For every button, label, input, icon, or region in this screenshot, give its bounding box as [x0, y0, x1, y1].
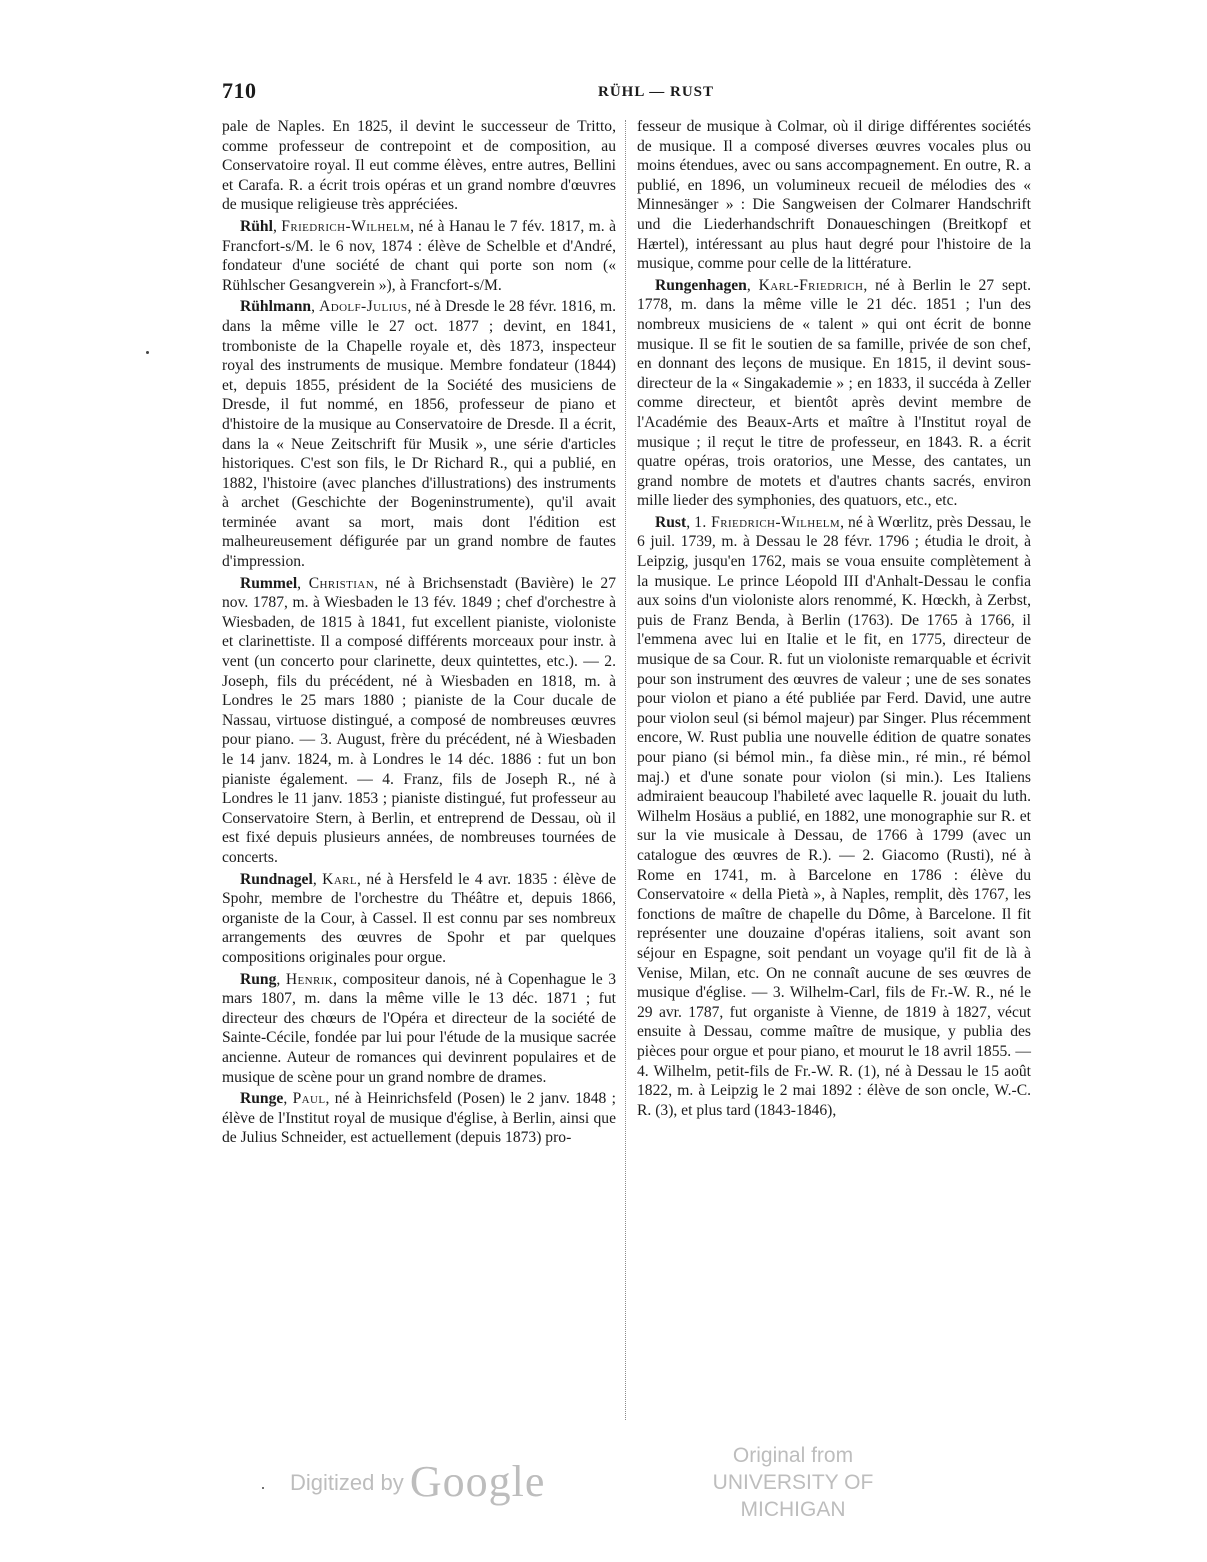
entry-headword: Rühlmann	[240, 298, 312, 316]
right-column	[637, 117, 1031, 1120]
entry-given-name: 1. Friedrich-Wilhelm	[694, 513, 841, 531]
dictionary-entry: Rundnagel, Karl, né à Hersfeld le 4 avr. 1835 : élève de Spohr, membre de l'orchestre du Théâtre et, depuis 1866, organiste de la Cour, à Cassel. Il est connu par ses nombreux arrangements des œuvres de Spohr et par quelques compositions originales pour orgue.	[222, 870, 616, 966]
entry-text: , né à Wœrlitz, près Dessau, le 6 juil. 1739, m. à Dessau le 28 févr. 1796 ; étudia le droit, à Leipzig, jusqu'en 1762, mais se voua ensuite complètement à la musique. Le prince Léopold III d'Anhalt-Dessau le confia aux soins d'un violoniste alors renommé, K. Hœckh, à Zerbst, puis de Franz Benda, à Berlin (1763). De 1765 à 1766, il l'emmena avec lui en Italie et le fit, en 1775, directeur de musique de sa Cour. R. fut un violoniste remarquable et écrivit pour son instrument des œuvres de valeur ; une de ses sonates pour violon et piano a été publiée par Ferd. David, une autre pour violon seul (si bémol majeur) par Singer. Plus récemment encore, W. Rust publia une nouvelle édition de quatre sonates pour piano (si bémol min., fa dièse min., ré min., ré bémol maj.) et d'une sonate pour violon (si min.). Les Italiens admiraient beaucoup l'habileté avec laquelle R. jouait du luth. Wilhelm Hosäus a publié, en 1882, une monographie sur R. et sur la vie musicale à Dessau, de 1766 à 1799 (avec un catalogue des œuvres de R.). — 2. Giacomo (Rusti), né à Rome en 1741, m. à Barcelone en 1786 : élève du Conservatoire « della Pietà », à Naples, remplit, dès 1767, les fonctions de maître de chapelle du Dôme, à Barcelone. Il fit représenter une douzaine d'opéras italiens, soit avant son séjour en Espagne, soit pendant un voyage qu'il fit de là à Venise, Milan, etc. On ne connaît aucune de ses œuvres de musique d'église. — 3. Wilhelm-Carl, fils de Fr.-W. R., né le 29 avr. 1787, fut organiste à Vienne, de 1819 à 1827, vécut ensuite à Dessau, comme maître de musique, y publia des pièces pour orgue et pour piano, et mourut le 18 avril 1855. — 4. Wilhelm, petit-fils de Fr.-W. R. (1), né à Dessau le 15 août 1822, m. à Leipzig le 2 mai 1892 : élève de son oncle, W.-C. R. (3), et plus tard (1843-1846),	[637, 513, 1032, 1119]
entry-headword: Rummel	[240, 574, 298, 592]
dictionary-entry: Rummel, Christian, né à Brichsenstadt (Bavière) le 27 nov. 1787, m. à Wiesbaden le 13 fév. 1849 ; chef d'orchestre à Wiesbaden, de 1815 à 1841, fut excellent pianiste, violoniste et clarinettiste. Il a composé différents morceaux pour instr. à vent (un concerto pour clarinette, deux quintettes, etc.). — 2. Joseph, fils du précédent, né à Wiesbaden en 1818, m. à Londres le 25 mars 1880 ; pianiste de la Cour ducale de Nassau, virtuose distingué, a composé de nombreuses œuvres pour piano. — 3. August, frère du précédent, né à Wiesbaden le 14 janv. 1824, m. à Londres le 14 déc. 1886 : fut un bon pianiste également. — 4. Franz, fils de Joseph R., né à Londres le 11 janv. 1853 ; pianiste distingué, fut professeur au Conservatoire Stern, à Berlin, et entreprend de Dessau, où il est fixé depuis plusieurs années, de nombreuses tournées de concerts.	[222, 574, 617, 866]
entry-text: , né à Heinrichsfeld (Posen) le 2 janv. 1848 ; élève de l'Institut royal de musique d'église, à Berlin, ainsi que de Julius Schneider, est actuellement (depuis 1873) pro-	[222, 1090, 617, 1147]
entry-text: fesseur de musique à Colmar, où il dirige différentes sociétés de musique. Il a composé diverses œuvres vocales plus ou moins étendues, avec ou sans accompagnement. En outre, R. a publié, en 1896, un volumineux recueil de mélodies des « Minnesänger » : Die Sangweisen der Colmarer Handschrift und die Liederhandschrift Donaueschingen (Breitkopf et Hærtel), intéressant au plus haut degré pour l'histoire de la musique, comme pour celle de la littérature.	[637, 118, 1031, 273]
entry-given-name: Paul	[292, 1090, 326, 1108]
dictionary-entry: Rühlmann, Adolf-Julius, né à Dresde le 28 févr. 1816, m. dans la même ville le 27 oct. 1877 ; devint, en 1841, tromboniste de la Chapelle royale et, dès 1873, inspecteur royal des instruments de musique. Membre fondateur (1844) et, depuis 1855, président de la Société des musiciens de Dresde, il fut nommé, en 1856, professeur de piano et d'histoire de la musique au Conservatoire de Dresde. Il a écrit, dans la « Neue Zeitschrift für Musik », une série d'articles historiques. C'est son fils, le Dr Richard R., qui a publié, en 1882, l'histoire (avec planches d'illustrations) des instruments à archet (Geschichte der Bogeninstrumente), qu'il avait terminée avant sa mort, mais dont l'édition est malheureusement défigurée par un grand nombre de fautes d'impression.	[222, 298, 616, 571]
entry-given-name: Christian	[308, 574, 375, 592]
dictionary-entry: Rung, Henrik, compositeur danois, né à Copenhague le 3 mars 1807, m. dans la même ville le 13 déc. 1871 ; fut directeur des chœurs de l'Opéra et directeur de la société de Sainte-Cécile, fondée par lui pour l'étude de la musique sacrée ancienne. Auteur de romances qui devinrent populaires et de musique de scène pour un grand nombre de drames.	[222, 970, 616, 1086]
entry-text: , né à Hersfeld le 4 avr. 1835 : élève de Spohr, membre de l'orchestre du Théâtre et, depuis 1866, organiste de la Cour, à Cassel. Il est connu par ses nombreux arrangements des œuvres de Spohr et par quelques compositions originales pour orgue.	[222, 870, 616, 966]
entry-given-name: Adolf-Julius	[319, 298, 408, 316]
dictionary-entry: Rühl, Friedrich-Wilhelm, né à Hanau le 7 fév. 1817, m. à Francfort-s/M. le 6 nov, 1874 : élève de Schelble et d'André, fondateur d'une société de chant qui porte son nom (« Rühlscher Gesangverein »), à Francfort-s/M.	[222, 217, 617, 294]
library-watermark	[668, 1442, 918, 1523]
entry-text: , compositeur danois, né à Copenhague le 3 mars 1807, m. dans la même ville le 13 déc. 1871 ; fut directeur des chœurs de l'Opéra et directeur de la société de Sainte-Cécile, fondée par lui pour l'étude de la musique sacrée ancienne. Auteur de romances qui devinrent populaires et de musique de scène pour un grand nombre de drames.	[222, 970, 616, 1086]
entry-text: , né à Dresde le 28 févr. 1816, m. dans la même ville le 27 oct. 1877 ; devint, en 1841, tromboniste de la Chapelle royale et, dès 1873, inspecteur royal des instruments de musique. Membre fondateur (1844) et, depuis 1855, président de la Société des musiciens de Dresde, il fut nommé, en 1856, professeur de piano et d'histoire de la musique au Conservatoire de Dresde. Il a écrit, dans la « Neue Zeitschrift für Musik », une série d'articles historiques. C'est son fils, le Dr Richard R., qui a publié, en 1882, l'histoire (avec planches d'illustrations) des instruments à archet (Geschichte der Bogeninstrumente), qu'il avait terminée avant sa mort, mais dont l'édition est malheureusement défigurée par un grand nombre de fautes d'impression.	[222, 298, 616, 571]
column-divider	[625, 120, 627, 1420]
entry-given-name: Karl-Friedrich	[758, 276, 864, 294]
scan-speck	[146, 351, 149, 354]
google-logo: Google	[409, 1457, 546, 1506]
entry-given-name: Henrik	[285, 970, 334, 988]
dictionary-entry: Runge, Paul, né à Heinrichsfeld (Posen) le 2 janv. 1848 ; élève de l'Institut royal de musique d'église, à Berlin, ainsi que de Julius Schneider, est actuellement (depuis 1873) pro-	[222, 1090, 617, 1147]
entry-headword: Rühl	[240, 217, 273, 235]
entry-headword: Rungenhagen	[655, 276, 747, 294]
dictionary-entry	[637, 117, 1031, 274]
dictionary-entry: Rungenhagen, Karl-Friedrich, né à Berlin le 27 sept. 1778, m. dans la même ville le 21 déc. 1851 ; l'un des nombreux musiciens de « talent » qui ont écrit de bonne musique. Il se fit le soutien de sa famille, privée de son chef, en donnant des leçons de musique. En 1815, il devint sous-directeur de la « Singakademie » ; en 1833, il succéda à Zeller comme directeur, et bientôt après devint membre de l'Académie des Beaux-Arts et maître à l'Institut royal de musique ; il reçut le titre de professeur, en 1843. R. a écrit quatre opéras, trois oratorios, une Messe, des cantates, un grand nombre de motets et d'autres chants sacrés, environ mille lieder des symphonies, des quatuors, etc., etc.	[637, 276, 1031, 510]
entry-headword: Rung	[240, 970, 277, 988]
digitization-footer	[0, 1440, 1207, 1520]
institution-label: UNIVERSITY OF MICHIGAN	[712, 1471, 874, 1521]
page-header	[222, 78, 1034, 108]
dictionary-entry	[222, 117, 616, 215]
entry-text: , né à Berlin le 27 sept. 1778, m. dans la même ville le 21 déc. 1851 ; l'un des nombreux musiciens de « talent » qui ont écrit de bonne musique. Il se fit le soutien de sa famille, privée de son chef, en donnant des leçons de musique. En 1815, il devint sous-directeur de la « Singakademie » ; en 1833, il succéda à Zeller comme directeur, et bientôt après devint membre de l'Académie des Beaux-Arts et maître à l'Institut royal de musique ; il reçut le titre de professeur, en 1843. R. a écrit quatre opéras, trois oratorios, une Messe, des cantates, un grand nombre de motets et d'autres chants sacrés, environ mille lieder des symphonies, des quatuors, etc., etc.	[637, 276, 1031, 510]
original-from-label: Original from	[732, 1444, 854, 1467]
page-number: 710	[222, 78, 257, 103]
left-column	[222, 117, 616, 1148]
entry-headword: Runge	[240, 1090, 284, 1108]
entry-text: , né à Brichsenstadt (Bavière) le 27 nov. 1787, m. à Wiesbaden le 13 fév. 1849 ; chef d'orchestre à Wiesbaden, de 1815 à 1841, fut excellent pianiste, violoniste et clarinettiste. Il a composé différents morceaux pour instr. à vent (un concerto pour clarinette, deux quintettes, etc.). — 2. Joseph, fils du précédent, né à Wiesbaden en 1818, m. à Londres le 25 mars 1880 ; pianiste de la Cour ducale de Nassau, virtuose distingué, a composé de nombreuses œuvres pour piano. — 3. August, frère du précédent, né à Wiesbaden le 14 janv. 1824, m. à Londres le 14 déc. 1886 : fut un bon pianiste également. — 4. Franz, fils de Joseph R., né à Londres le 11 janv. 1853 ; pianiste distingué, fut professeur au Conservatoire Stern, à Berlin, et entreprend de Dessau, où il est fixé depuis plusieurs années, de nombreuses tournées de concerts.	[222, 574, 617, 866]
entry-given-name: Karl	[322, 870, 358, 888]
entry-headword: Rundnagel	[240, 870, 313, 888]
entry-text: , né à Hanau le 7 fév. 1817, m. à Francfort-s/M. le 6 nov, 1874 : élève de Schelble et d'André, fondateur d'une société de chant qui porte son nom (« Rühlscher Gesangverein »), à Francfort-s/M.	[222, 217, 617, 294]
google-watermark	[290, 1456, 545, 1507]
dictionary-entry: Rust, 1. Friedrich-Wilhelm, né à Wœrlitz, près Dessau, le 6 juil. 1739, m. à Dessau le 28 févr. 1796 ; étudia le droit, à Leipzig, jusqu'en 1762, mais se voua ensuite complètement à la musique. Le prince Léopold III d'Anhalt-Dessau le confia aux soins d'un violoniste alors renommé, K. Hœckh, à Zerbst, puis de Franz Benda, à Berlin (1763). De 1765 à 1766, il l'emmena avec lui en Italie et le fit, en 1775, directeur de musique de sa Cour. R. fut un violoniste remarquable et écrivit pour son instrument des œuvres de valeur ; une de ses sonates pour violon et piano a été publiée par Ferd. David, une autre pour violon seul (si bémol majeur) par Singer. Plus récemment encore, W. Rust publia une nouvelle édition de quatre sonates pour piano (si bémol min., fa dièse min., ré min., ré bémol maj.) et d'une sonate pour violon (si min.). Les Italiens admiraient beaucoup l'habileté avec laquelle R. jouait du luth. Wilhelm Hosäus a publié, en 1882, une monographie sur R. et sur la vie musicale à Dessau, de 1766 à 1799 (avec un catalogue des œuvres de R.). — 2. Giacomo (Rusti), né à Rome en 1741, m. à Barcelone en 1786 : élève du Conservatoire « della Pietà », à Naples, remplit, dès 1767, les fonctions de maître de chapelle du Dôme, à Barcelone. Il fit représenter une douzaine d'opéras italiens, soit avant son séjour en Espagne, soit pendant un voyage qu'il fit de là à Venise, Milan, etc. On ne connaît aucune de ses œuvres de musique d'église. — 3. Wilhelm-Carl, fils de Fr.-W. R., né le 29 avr. 1787, fut organiste à Vienne, de 1819 à 1827, vécut ensuite à Dessau, comme maître de musique, y publia des pièces pour orgue et pour piano, et mourut le 18 avril 1855. — 4. Wilhelm, petit-fils de Fr.-W. R. (1), né à Dessau le 15 août 1822, m. à Leipzig le 2 mai 1892 : élève de son oncle, W.-C. R. (3), et plus tard (1843-1846),	[637, 513, 1032, 1119]
running-head: RÜHL — RUST	[597, 84, 715, 100]
entry-given-name: Friedrich-Wilhelm	[281, 217, 411, 235]
entry-headword: Rust	[655, 513, 687, 531]
scan-speck	[262, 1487, 264, 1489]
entry-text: pale de Naples. En 1825, il devint le successeur de Tritto, comme professeur de contrepoint et de composition, au Conservatoire royal. Il eut comme élèves, entre autres, Bellini et Carafa. R. a écrit trois opéras et un grand nombre d'œuvres de musique religieuse très appréciées.	[222, 118, 616, 214]
digitized-by-label: Digitized by	[290, 1470, 404, 1495]
